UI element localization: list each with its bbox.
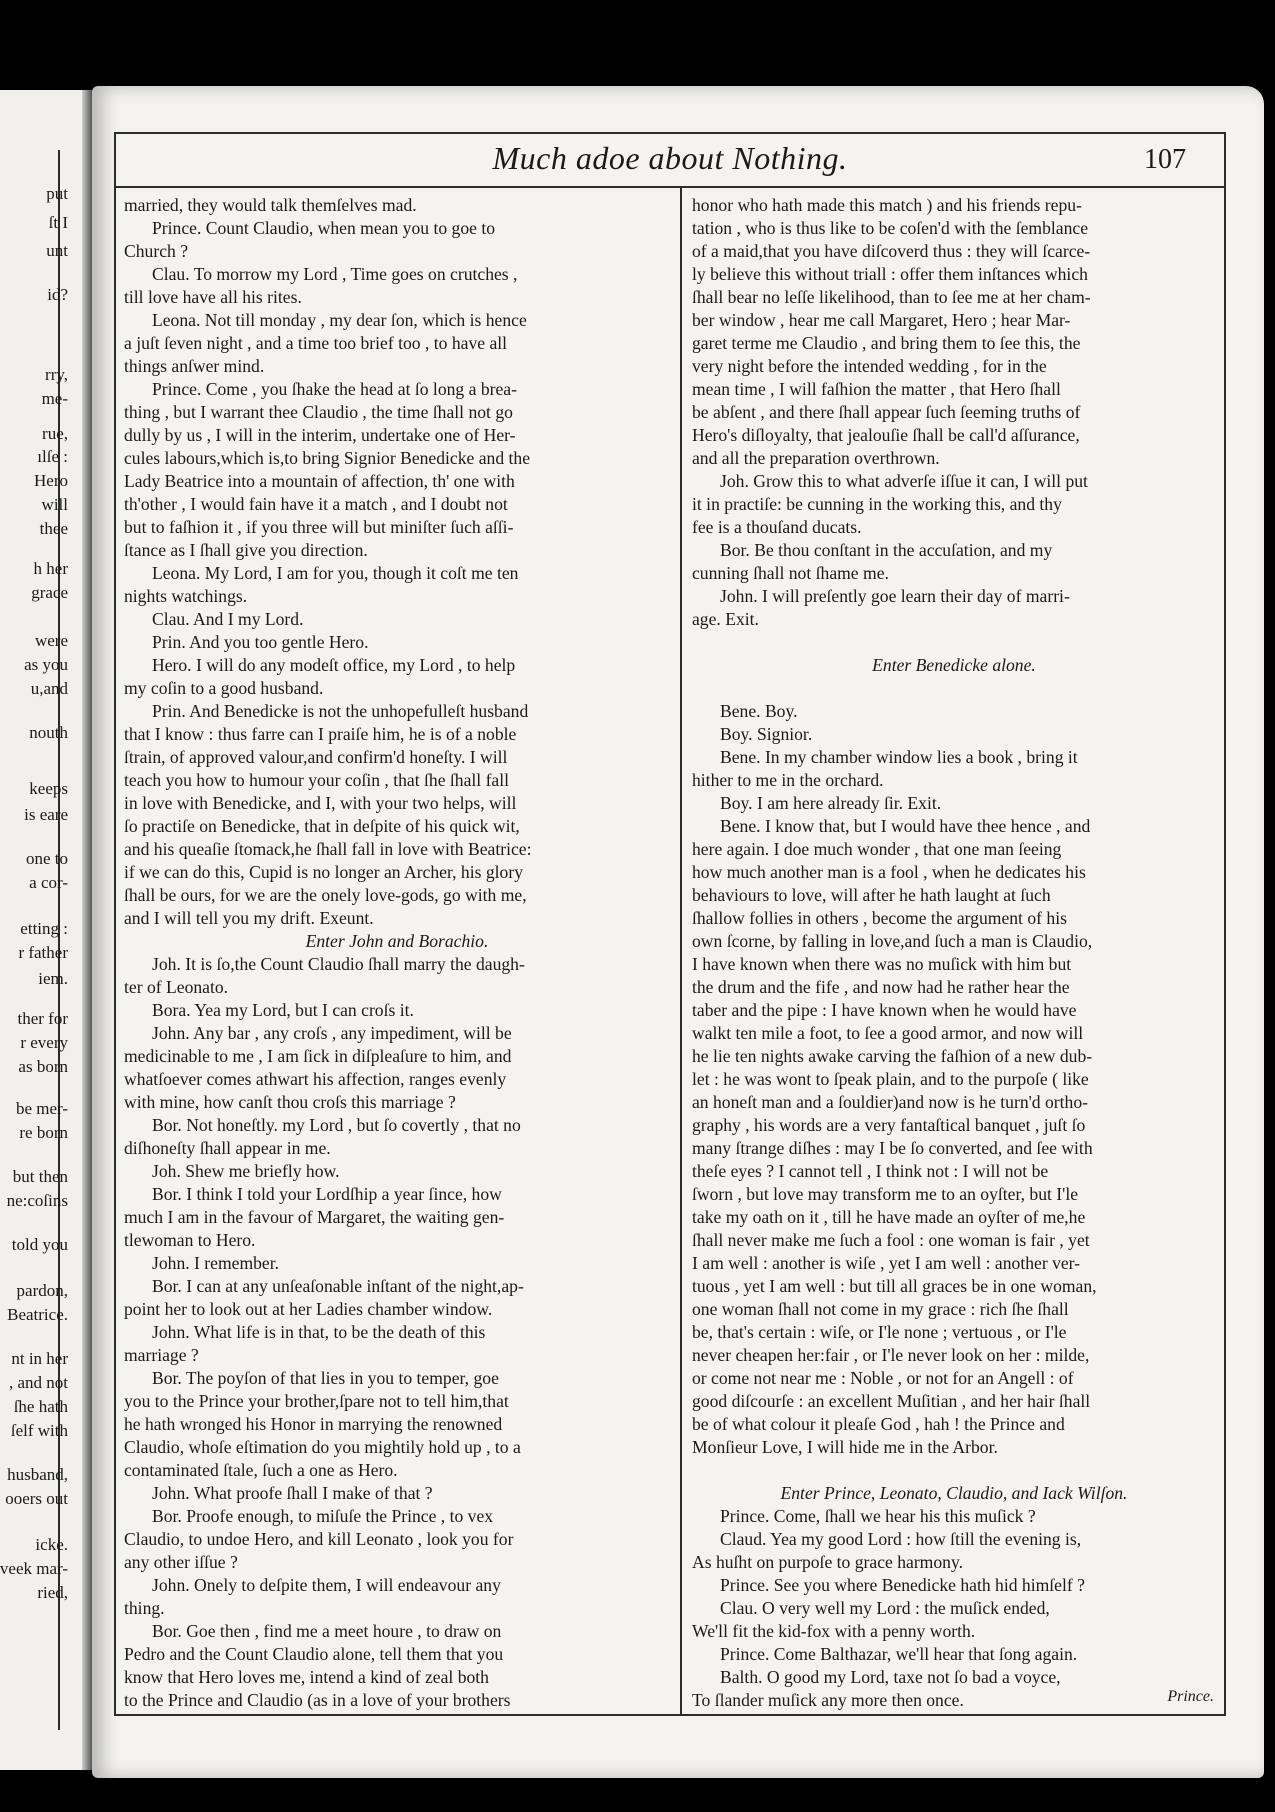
text-line: ſworn , but love may transform me to an oyſter, but I'le bbox=[692, 1184, 1079, 1204]
text-line: John. I will preſently goe learn their day of marri- bbox=[720, 586, 1070, 606]
previous-page-fragment: nt in her bbox=[11, 1349, 68, 1368]
text-line: Leona. My Lord, I am for you, though it coſt me ten bbox=[152, 563, 519, 583]
previous-page-fragment: nouth bbox=[29, 723, 68, 742]
text-line: here again. I doe much wonder , that one man ſeeing bbox=[692, 839, 1062, 859]
text-line: Bor. Not honeſtly. my Lord , but ſo covertly , that no bbox=[152, 1115, 521, 1135]
previous-page-edge bbox=[0, 90, 92, 1770]
text-line: Claudio, whoſe eſtimation do you mightily hold up , to a bbox=[124, 1437, 521, 1457]
text-line: Lady Beatrice into a mountain of affection, th' one with bbox=[124, 471, 515, 491]
text-line: Clau. O very well my Lord : the muſick ended, bbox=[720, 1598, 1050, 1618]
text-line: medicinable to me , I am ſick in diſpleaſure to him, and bbox=[124, 1046, 512, 1066]
text-line: As huſht on purpoſe to grace harmony. bbox=[692, 1552, 964, 1572]
text-line: and I will tell you my drift. Exeunt. bbox=[124, 908, 374, 928]
text-line: diſhoneſty ſhall appear in me. bbox=[124, 1138, 331, 1158]
text-line: Claud. Yea my good Lord : how ſtill the evening is, bbox=[720, 1529, 1082, 1549]
previous-page-fragment: etting : bbox=[20, 919, 68, 938]
text-line: ly believe this without triall : offer them inſtances which bbox=[692, 264, 1088, 284]
page-frame bbox=[114, 132, 1226, 1716]
text-line: Claudio, to undoe Hero, and kill Leonato , look you for bbox=[124, 1529, 514, 1549]
text-line: tlewoman to Hero. bbox=[124, 1230, 256, 1250]
text-line: honor who hath made this match ) and his friends repu- bbox=[692, 195, 1082, 215]
text-line: be abſent , and there ſhall appear ſuch ſeeming truths of bbox=[692, 402, 1081, 422]
catchword: Prince. bbox=[1167, 1688, 1214, 1705]
text-line: to the Prince and Claudio (as in a love of your brothers bbox=[124, 1690, 511, 1710]
text-line: how much another man is a fool , when he dedicates his bbox=[692, 862, 1086, 882]
text-line: John. Onely to deſpite them, I will endeavour any bbox=[152, 1575, 501, 1595]
text-line: with mine, how canſt thou croſs this marriage ? bbox=[124, 1092, 456, 1112]
text-line: good diſcourſe : an excellent Muſitian , and her hair ſhall bbox=[692, 1391, 1091, 1411]
text-line: he lie ten nights awake carving the faſhion of a new dub- bbox=[692, 1046, 1093, 1066]
previous-page-fragment: put bbox=[46, 184, 68, 203]
text-line: ſo practiſe on Benedicke, that in deſpite of his quick wit, bbox=[124, 816, 520, 836]
stage-direction: Enter John and Borachio. bbox=[305, 931, 489, 951]
text-line: till love have all his rites. bbox=[124, 287, 302, 307]
previous-page-fragment: a cor- bbox=[29, 873, 68, 892]
previous-page-fragment: Beatrice. bbox=[7, 1305, 68, 1324]
text-line: ſhall be ours, for we are the onely love-gods, go with me, bbox=[124, 885, 527, 905]
previous-page-fragment: re born bbox=[19, 1123, 68, 1142]
text-line: Bor. Proofe enough, to miſuſe the Prince , to vex bbox=[152, 1506, 494, 1526]
text-line: things anſwer mind. bbox=[124, 356, 265, 376]
text-line: Clau. To morrow my Lord , Time goes on crutches , bbox=[152, 264, 518, 284]
text-line: We'll fit the kid-fox with a penny worth. bbox=[692, 1621, 976, 1641]
text-line: it in practiſe: be cunning in the working this, and thy bbox=[692, 494, 1062, 514]
text-line: one woman ſhall not come in my grace : rich ſhe ſhall bbox=[692, 1299, 1069, 1319]
running-header bbox=[116, 134, 1224, 188]
previous-page-fragment: pardon, bbox=[16, 1281, 68, 1300]
text-line: ber window , hear me call Margaret, Hero ; hear Mar- bbox=[692, 310, 1071, 330]
text-line: Pedro and the Count Claudio alone, tell them that you bbox=[124, 1644, 504, 1664]
text-line: Prince. Come Balthazar, we'll hear that ſong again. bbox=[720, 1644, 1078, 1664]
previous-page-fragment: told you bbox=[11, 1235, 68, 1254]
text-line: or come not near me : Noble , or not for an Angell : of bbox=[692, 1368, 1074, 1388]
previous-page-fragment: veek mar- bbox=[0, 1559, 68, 1578]
text-line: Bora. Yea my Lord, but I can croſs it. bbox=[152, 1000, 414, 1020]
text-line: Prince. Come, ſhall we hear his this muſick ? bbox=[720, 1506, 1036, 1526]
text-line: Bene. In my chamber window lies a book , bring it bbox=[720, 747, 1078, 767]
text-line: nights watchings. bbox=[124, 586, 248, 606]
text-line: John. What life is in that, to be the death of this bbox=[152, 1322, 486, 1342]
text-line: Bor. The poyſon of that lies in you to temper, goe bbox=[152, 1368, 499, 1388]
column-divider bbox=[680, 186, 682, 1714]
text-line: ſtrain, of approved valour,and confirm'd honeſty. I will bbox=[124, 747, 508, 767]
text-line: an honeſt man and a ſouldier)and now is he turn'd ortho- bbox=[692, 1092, 1088, 1112]
previous-page-fragment: u,and bbox=[30, 679, 68, 698]
text-line: tuous , yet I am well : but till all graces be in one woman, bbox=[692, 1276, 1097, 1296]
previous-page-fragment: r father bbox=[18, 943, 68, 962]
text-line: own ſcorne, by falling in love,and ſuch a man is Claudio, bbox=[692, 931, 1093, 951]
text-line: Joh. Shew me briefly how. bbox=[152, 1161, 340, 1181]
previous-page-fragment: ther for bbox=[17, 1009, 68, 1028]
previous-page-fragment: ooers out bbox=[5, 1489, 68, 1508]
text-line: if we can do this, Cupid is no longer an Archer, his glory bbox=[124, 862, 523, 882]
text-line: Bene. I know that, but I would have thee hence , and bbox=[720, 816, 1091, 836]
text-line: contaminated ſtale, ſuch a one as Hero. bbox=[124, 1460, 398, 1480]
text-line: thing. bbox=[124, 1598, 165, 1618]
text-line: my coſin to a good husband. bbox=[124, 678, 324, 698]
text-line: cules labours,which is,to bring Signior Benedicke and the bbox=[124, 448, 531, 468]
previous-page-fragment: is eare bbox=[24, 805, 68, 824]
text-line: Bor. I think I told your Lordſhip a year ſince, how bbox=[152, 1184, 502, 1204]
text-line: Joh. Grow this to what adverſe iſſue it can, I will put bbox=[720, 471, 1088, 491]
text-line: thing , but I warrant thee Claudio , the time ſhall not go bbox=[124, 402, 513, 422]
text-line: cunning ſhall not ſhame me. bbox=[692, 563, 889, 583]
text-line: dully by us , I will in the interim, undertake one of Her- bbox=[124, 425, 516, 445]
text-line: Prince. See you where Benedicke hath hid himſelf ? bbox=[720, 1575, 1085, 1595]
previous-page-fragment: but then bbox=[12, 1167, 68, 1186]
previous-page-fragment: me- bbox=[41, 389, 68, 408]
previous-page-fragment: unt bbox=[46, 241, 68, 260]
text-line: many ſtrange diſhes : may I be ſo converted, and ſee with bbox=[692, 1138, 1093, 1158]
previous-page-fragment: icke. bbox=[35, 1535, 68, 1554]
text-line: be, that's certain : wiſe, or I'le none ; vertuous , or I'le bbox=[692, 1322, 1067, 1342]
text-line: that I know : thus farre can I praiſe him, he is of a noble bbox=[124, 724, 517, 744]
text-line: John. What proofe ſhall I make of that ? bbox=[152, 1483, 433, 1503]
text-line: let : he was wont to ſpeak plain, and to the purpoſe ( like bbox=[692, 1069, 1089, 1089]
text-line: Church ? bbox=[124, 241, 189, 261]
previous-page-fragment: rry, bbox=[45, 365, 68, 384]
stage-direction: Enter Benedicke alone. bbox=[872, 655, 1036, 675]
text-line: know that Hero loves me, intend a kind of zeal both bbox=[124, 1667, 489, 1687]
text-line: mean time , I will faſhion the matter , that Hero ſhall bbox=[692, 379, 1061, 399]
text-line: Bene. Boy. bbox=[720, 701, 798, 721]
previous-page-fragment: Hero bbox=[34, 471, 68, 490]
text-line: Prince. Come , you ſhake the head at ſo long a brea- bbox=[152, 379, 517, 399]
text-line: Prince. Count Claudio, when mean you to goe to bbox=[152, 218, 496, 238]
text-line: and all the preparation overthrown. bbox=[692, 448, 940, 468]
previous-page-fragment: grace bbox=[31, 583, 68, 602]
text-line: Leona. Not till monday , my dear ſon, which is hence bbox=[152, 310, 527, 330]
page-gutter-shadow bbox=[82, 90, 92, 1770]
previous-page-fragment: ried, bbox=[37, 1583, 68, 1602]
previous-page-fragment: thee bbox=[39, 519, 68, 538]
text-line: he hath wronged his Honor in marrying the renowned bbox=[124, 1414, 503, 1434]
text-line: I have known when there was no muſick with him but bbox=[692, 954, 1072, 974]
text-line: Hero. I will do any modeſt office, my Lord , to help bbox=[152, 655, 516, 675]
text-line: ſhallow follies in others , become the argument of his bbox=[692, 908, 1067, 928]
blank-line bbox=[692, 677, 1216, 700]
text-line: very night before the intended wedding , for in the bbox=[692, 356, 1047, 376]
running-title: Much adoe about Nothing. bbox=[492, 140, 848, 176]
text-line: marriage ? bbox=[124, 1345, 199, 1365]
previous-page-fragment: keeps bbox=[29, 779, 68, 798]
page-number: 107 bbox=[1144, 144, 1186, 175]
text-line: theſe eyes ? I cannot tell , I think not : I will not be bbox=[692, 1161, 1049, 1181]
text-line: Clau. And I my Lord. bbox=[152, 609, 304, 629]
right-text-column bbox=[692, 194, 1216, 1712]
text-line: but to faſhion it , if you three will but miniſter ſuch aſſi- bbox=[124, 517, 514, 537]
text-line: in love with Benedicke, and I, with your two helps, will bbox=[124, 793, 517, 813]
text-line: married, they would talk themſelves mad. bbox=[124, 195, 417, 215]
book-page bbox=[92, 86, 1264, 1778]
previous-page-fragment: , and not bbox=[8, 1373, 68, 1392]
previous-page-fragment: r every bbox=[20, 1033, 68, 1052]
text-line: Hero's diſloyalty, that jealouſie ſhall be call'd aſſurance, bbox=[692, 425, 1080, 445]
left-text-column bbox=[124, 194, 670, 1712]
blank-line bbox=[692, 631, 1216, 654]
text-line: taber and the pipe : I have known when he would have bbox=[692, 1000, 1077, 1020]
text-line: garet terme me Claudio , and bring them to ſee this, the bbox=[692, 333, 1081, 353]
previous-page-fragment: rue, bbox=[42, 424, 68, 443]
previous-page-fragment: iem. bbox=[38, 969, 68, 988]
previous-page-fragment: one to bbox=[25, 849, 68, 868]
text-line: fee is a thouſand ducats. bbox=[692, 517, 862, 537]
text-line: Prin. And Benedicke is not the unhopefulleſt husband bbox=[152, 701, 529, 721]
text-line: To ſlander muſick any more then once. bbox=[692, 1690, 964, 1710]
text-line: a juſt ſeven night , and a time too brief too , to have all bbox=[124, 333, 508, 353]
text-line: tation , who is thus like to be coſen'd with the ſemblance bbox=[692, 218, 1089, 238]
previous-page-fragment: were bbox=[34, 631, 68, 650]
text-line: teach you how to humour your coſin , that ſhe ſhall fall bbox=[124, 770, 510, 790]
blank-line bbox=[692, 1459, 1216, 1482]
text-line: Boy. Signior. bbox=[720, 724, 813, 744]
text-line: Monſieur Love, I will hide me in the Arbor. bbox=[692, 1437, 998, 1457]
text-line: take my oath on it , till he have made an oyſter of me,he bbox=[692, 1207, 1086, 1227]
previous-page-fragment: ne:coſins bbox=[6, 1191, 68, 1210]
previous-page-fragment: as you bbox=[24, 655, 68, 674]
text-line: of a maid,that you have diſcoverd thus : they will ſcarce- bbox=[692, 241, 1091, 261]
text-line: Bor. I can at any unſeaſonable inſtant of the night,ap- bbox=[152, 1276, 524, 1296]
previous-page-fragment: be mer- bbox=[15, 1099, 68, 1118]
previous-page-fragment: ſelf with bbox=[10, 1421, 68, 1440]
previous-page-fragment: h her bbox=[33, 559, 68, 578]
text-line: and his queaſie ſtomack,he ſhall fall in love with Beatrice: bbox=[124, 839, 532, 859]
text-line: you to the Prince your brother,ſpare not to tell him,that bbox=[124, 1391, 509, 1411]
text-line: much I am in the favour of Margaret, the waiting gen- bbox=[124, 1207, 505, 1227]
text-line: I am well : another is wiſe , yet I am well : another ver- bbox=[692, 1253, 1081, 1273]
text-line: Boy. I am here already ſir. Exit. bbox=[720, 793, 942, 813]
text-line: graphy , his words are a very fantaſtical banquet , juſt ſo bbox=[692, 1115, 1086, 1135]
text-line: John. I remember. bbox=[152, 1253, 280, 1273]
text-line: age. Exit. bbox=[692, 609, 759, 629]
previous-page-fragment: as born bbox=[18, 1057, 68, 1076]
text-line: be of what colour it pleaſe God , hah ! the Prince and bbox=[692, 1414, 1065, 1434]
previous-page-fragment: id? bbox=[47, 285, 68, 304]
text-line: the drum and the fife , and now had he rather hear the bbox=[692, 977, 1070, 997]
text-line: ter of Leonato. bbox=[124, 977, 229, 997]
text-line: Bor. Goe then , find me a meet houre , to draw on bbox=[152, 1621, 502, 1641]
text-line: th'other , I would fain have it a match , and I doubt not bbox=[124, 494, 508, 514]
text-line: hither to me in the orchard. bbox=[692, 770, 884, 790]
previous-page-fragment: will bbox=[41, 495, 68, 514]
text-line: point her to look out at her Ladies chamber window. bbox=[124, 1299, 493, 1319]
text-line: Joh. It is ſo,the Count Claudio ſhall marry the daugh- bbox=[152, 954, 525, 974]
text-line: ſhall bear no leſſe likelihood, than to ſee me at her cham- bbox=[692, 287, 1091, 307]
stage-direction: Enter Prince, Leonato, Claudio, and Iack Wilſon. bbox=[780, 1483, 1128, 1503]
text-line: Prin. And you too gentle Hero. bbox=[152, 632, 369, 652]
text-line: Balth. O good my Lord, taxe not ſo bad a voyce, bbox=[720, 1667, 1061, 1687]
text-line: never cheapen her:fair , or I'le never look on her : milde, bbox=[692, 1345, 1090, 1365]
text-line: John. Any bar , any croſs , any impediment, will be bbox=[152, 1023, 512, 1043]
text-line: ſhall never make me ſuch a fool : one woman is fair , yet bbox=[692, 1230, 1090, 1250]
text-line: ſtance as I ſhall give you direction. bbox=[124, 540, 368, 560]
previous-page-fragment: husband, bbox=[7, 1465, 68, 1484]
text-line: walkt ten mile a foot, to ſee a good armor, and now will bbox=[692, 1023, 1084, 1043]
text-line: Bor. Be thou conſtant in the accuſation, and my bbox=[720, 540, 1053, 560]
previous-page-fragment: ſt I bbox=[48, 213, 68, 232]
previous-page-fragment: ſhe hath bbox=[13, 1397, 68, 1416]
text-line: whatſoever comes athwart his affection, ranges evenly bbox=[124, 1069, 507, 1089]
text-line: any other iſſue ? bbox=[124, 1552, 238, 1572]
text-line: behaviours to love, will after he hath laught at ſuch bbox=[692, 885, 1051, 905]
previous-page-fragment: ılſe : bbox=[37, 447, 68, 466]
